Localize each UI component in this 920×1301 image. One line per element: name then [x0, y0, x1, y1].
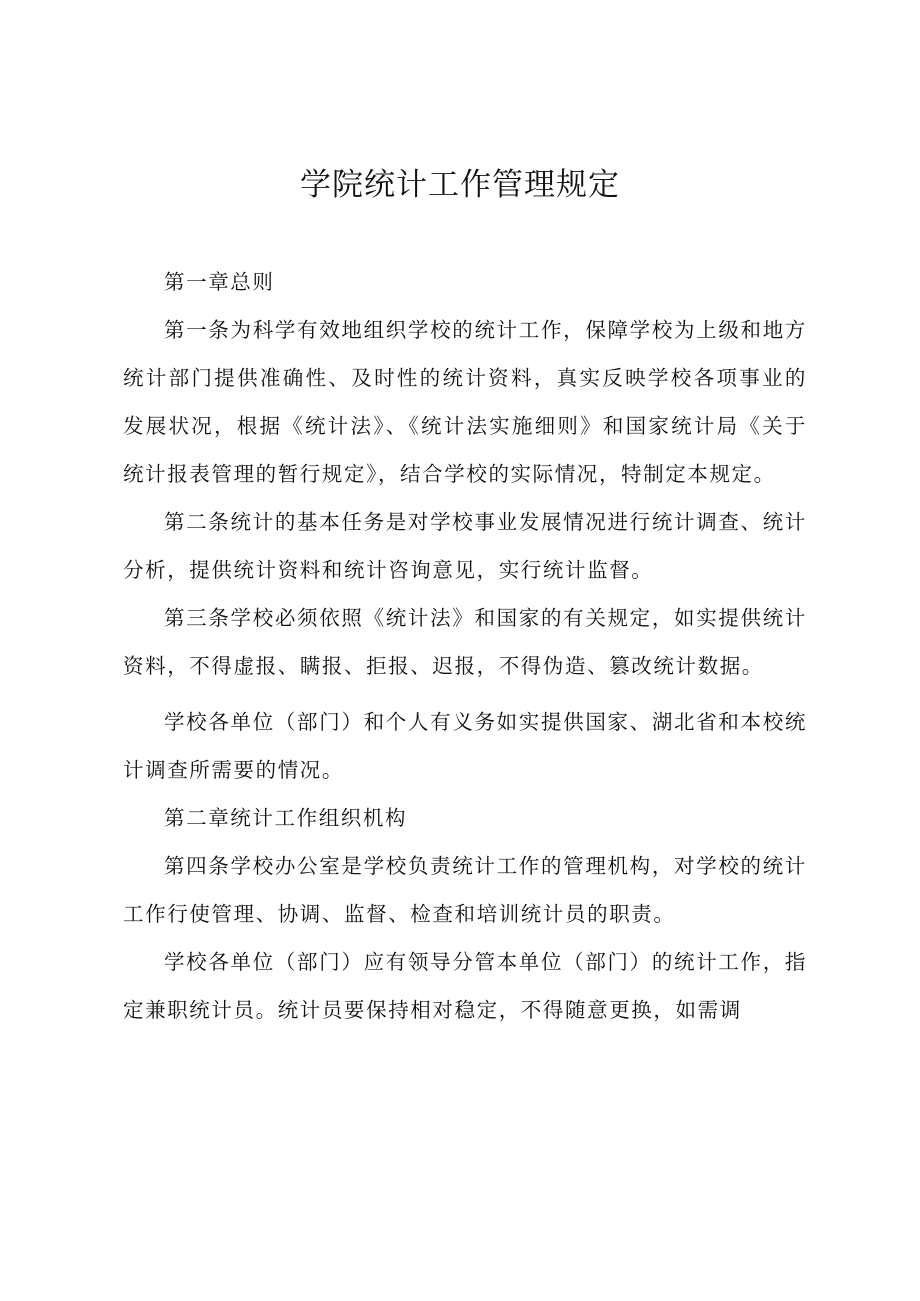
- document-body: [123, 258, 807, 1034]
- chapter-heading: 第二章统计工作组织机构: [164, 806, 408, 830]
- document-title: 学院统计工作管理规定: [300, 167, 620, 203]
- paragraph: 第一条为科学有效地组织学校的统计工作，保障学校为上级和地方统计部门提供准确性、及时性的统计资料，真实反映学校各项事业的发展状况，根据《统计法》、《统计法实施细则》和国家统计局《关于统计报表管理的暂行规定》，结合学校的实际情况，特制定本规定。: [123, 318, 807, 486]
- chapter-heading: 第一章总则: [164, 270, 275, 294]
- paragraph: 第二条统计的基本任务是对学校事业发展情况进行统计调查、统计分析，提供统计资料和统计咨询意见，实行统计监督。: [123, 510, 807, 582]
- paragraph: 学校各单位（部门）和个人有义务如实提供国家、湖北省和本校统计调查所需要的情况。: [123, 710, 807, 782]
- paragraph: 第四条学校办公室是学校负责统计工作的管理机构，对学校的统计工作行使管理、协调、监督、检查和培训统计员的职责。: [123, 854, 807, 926]
- paragraph: 学校各单位（部门）应有领导分管本单位（部门）的统计工作，指定兼职统计员。统计员要保持相对稳定，不得随意更换，如需调: [123, 950, 807, 1022]
- paragraph: 第三条学校必须依照《统计法》和国家的有关规定，如实提供统计资料，不得虚报、瞒报、拒报、迟报，不得伪造、篡改统计数据。: [123, 606, 807, 678]
